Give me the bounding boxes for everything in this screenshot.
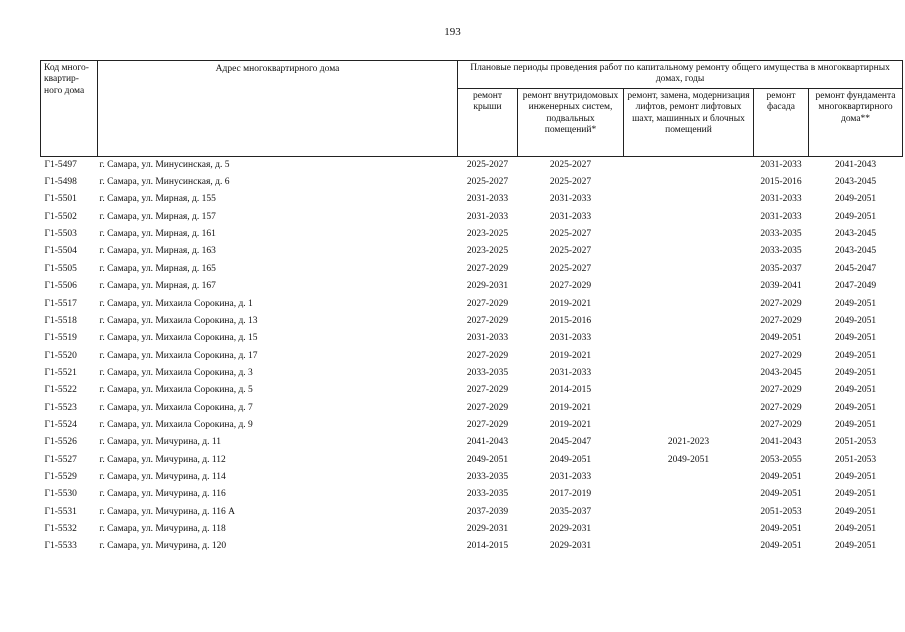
elevators-period	[624, 209, 754, 226]
house-address: г. Самара, ул. Мирная, д. 163	[99, 246, 216, 257]
house-address: г. Самара, ул. Михаила Сорокина, д. 7	[99, 402, 253, 413]
foundation-period: 2049-2051	[834, 541, 877, 552]
facade-period: 2031-2033	[760, 211, 802, 222]
elevators-period: 2021-2023	[667, 437, 710, 448]
elevators-period	[624, 226, 754, 243]
engineering-period: 2029-2031	[549, 541, 592, 552]
elevators-period	[624, 191, 754, 208]
house-code: Г1-5522	[44, 385, 77, 396]
house-address: г. Самара, ул. Минусинская, д. 5	[99, 159, 230, 170]
facade-period: 2027-2029	[760, 402, 802, 413]
house-code: Г1-5521	[44, 367, 77, 378]
table-body	[41, 156, 903, 555]
header-roof: ремонт крыши	[458, 88, 518, 156]
roof-period: 2027-2029	[466, 350, 509, 361]
table-row	[41, 504, 903, 521]
engineering-period: 2031-2033	[549, 471, 592, 482]
roof-period: 2029-2031	[466, 281, 509, 292]
table-row	[41, 261, 903, 278]
engineering-period: 2014-2015	[549, 385, 592, 396]
foundation-period: 2049-2051	[834, 402, 877, 413]
foundation-period: 2051-2053	[834, 437, 877, 448]
house-address: г. Самара, ул. Мирная, д. 155	[99, 194, 216, 205]
engineering-period: 2015-2016	[549, 315, 592, 326]
elevators-period	[624, 538, 754, 555]
house-code: Г1-5533	[44, 541, 77, 552]
engineering-period: 2019-2021	[549, 298, 592, 309]
roof-period: 2023-2025	[466, 246, 509, 257]
elevators-period	[624, 296, 754, 313]
house-address: г. Самара, ул. Михаила Сорокина, д. 9	[99, 419, 253, 430]
foundation-period: 2045-2047	[834, 263, 877, 274]
roof-period: 2027-2029	[466, 263, 509, 274]
table-row	[41, 486, 903, 503]
elevators-period	[624, 174, 754, 191]
facade-period: 2033-2035	[760, 246, 802, 257]
foundation-period: 2047-2049	[834, 281, 877, 292]
elevators-period	[624, 486, 754, 503]
facade-period: 2049-2051	[760, 471, 802, 482]
roof-period: 2027-2029	[466, 402, 509, 413]
header-elevators: ремонт, замена, модернизация лифтов, ремонт лифтовых шахт, машинных и блочных помещений	[624, 88, 754, 156]
house-address: г. Самара, ул. Михаила Сорокина, д. 17	[99, 350, 258, 361]
table-row	[41, 191, 903, 208]
engineering-period: 2025-2027	[549, 177, 592, 188]
header-engineering: ремонт внутридомовых инженерных систем, подвальных помещений*	[518, 88, 624, 156]
table-row	[41, 348, 903, 365]
house-code: Г1-5527	[44, 454, 77, 465]
foundation-period: 2041-2043	[834, 159, 877, 170]
foundation-period: 2049-2051	[834, 523, 877, 534]
foundation-period: 2049-2051	[834, 211, 877, 222]
engineering-period: 2025-2027	[549, 263, 592, 274]
house-address: г. Самара, ул. Мирная, д. 157	[99, 211, 216, 222]
foundation-period: 2043-2045	[834, 246, 877, 257]
header-code: Код много-квартир-ного дома	[41, 61, 98, 157]
foundation-period: 2051-2053	[834, 454, 877, 465]
table-row	[41, 469, 903, 486]
elevators-period	[624, 261, 754, 278]
roof-period: 2023-2025	[466, 229, 509, 240]
table-row	[41, 156, 903, 174]
table-row	[41, 330, 903, 347]
table-row	[41, 278, 903, 295]
facade-period: 2015-2016	[760, 177, 802, 188]
elevators-period	[624, 313, 754, 330]
house-address: г. Самара, ул. Мирная, д. 161	[99, 229, 216, 240]
house-address: г. Самара, ул. Мичурина, д. 118	[99, 523, 226, 534]
roof-period: 2041-2043	[466, 437, 509, 448]
elevators-period	[624, 417, 754, 434]
facade-period: 2049-2051	[760, 333, 802, 344]
table-row	[41, 209, 903, 226]
house-code: Г1-5531	[44, 506, 77, 517]
roof-period: 2027-2029	[466, 385, 509, 396]
elevators-period	[624, 504, 754, 521]
house-code: Г1-5503	[44, 229, 77, 240]
facade-period: 2049-2051	[760, 523, 802, 534]
house-code: Г1-5501	[44, 194, 77, 205]
foundation-period: 2049-2051	[834, 471, 877, 482]
roof-period: 2033-2035	[466, 367, 509, 378]
facade-period: 2033-2035	[760, 229, 802, 240]
elevators-period	[624, 278, 754, 295]
house-code: Г1-5505	[44, 263, 77, 274]
engineering-period: 2019-2021	[549, 402, 592, 413]
house-code: Г1-5506	[44, 281, 77, 292]
house-address: г. Самара, ул. Мирная, д. 165	[99, 263, 216, 274]
engineering-period: 2031-2033	[549, 333, 592, 344]
engineering-period: 2025-2027	[549, 246, 592, 257]
elevators-period	[624, 365, 754, 382]
engineering-period: 2019-2021	[549, 350, 592, 361]
house-address: г. Самара, ул. Михаила Сорокина, д. 15	[99, 333, 258, 344]
house-address: г. Самара, ул. Мичурина, д. 120	[99, 541, 227, 552]
house-address: г. Самара, ул. Михаила Сорокина, д. 1	[99, 298, 253, 309]
house-code: Г1-5517	[44, 298, 77, 309]
elevators-period	[624, 521, 754, 538]
house-code: Г1-5504	[44, 246, 77, 257]
house-address: г. Самара, ул. Михаила Сорокина, д. 3	[99, 367, 253, 378]
facade-period: 2031-2033	[760, 194, 802, 205]
elevators-period	[624, 382, 754, 399]
foundation-period: 2049-2051	[834, 385, 877, 396]
engineering-period: 2017-2019	[549, 489, 592, 500]
facade-period: 2031-2033	[760, 159, 802, 170]
foundation-period: 2049-2051	[834, 350, 877, 361]
foundation-period: 2049-2051	[834, 333, 877, 344]
table-row	[41, 226, 903, 243]
foundation-period: 2043-2045	[834, 177, 877, 188]
table-row	[41, 244, 903, 261]
house-address: г. Самара, ул. Мичурина, д. 11	[99, 437, 222, 448]
foundation-period: 2049-2051	[834, 506, 877, 517]
table-row	[41, 417, 903, 434]
elevators-period	[624, 156, 754, 174]
engineering-period: 2025-2027	[549, 159, 592, 170]
facade-period: 2051-2053	[760, 506, 802, 517]
facade-period: 2049-2051	[760, 489, 802, 500]
header-address: Адрес многоквартирного дома	[98, 61, 458, 157]
facade-period: 2053-2055	[760, 454, 802, 465]
elevators-period	[624, 244, 754, 261]
house-code: Г1-5520	[44, 350, 77, 361]
foundation-period: 2049-2051	[834, 489, 877, 500]
house-address: г. Самара, ул. Мичурина, д. 114	[99, 471, 226, 482]
table-row	[41, 400, 903, 417]
house-code: Г1-5526	[44, 437, 77, 448]
house-code: Г1-5532	[44, 523, 77, 534]
facade-period: 2027-2029	[760, 298, 802, 309]
table-header	[41, 61, 903, 157]
elevators-period: 2049-2051	[667, 454, 710, 465]
foundation-period: 2049-2051	[834, 315, 877, 326]
house-address: г. Самара, ул. Мичурина, д. 116 А	[99, 506, 235, 517]
capital-repair-table	[40, 60, 903, 556]
table-row	[41, 174, 903, 191]
roof-period: 2033-2035	[466, 489, 509, 500]
facade-period: 2041-2043	[760, 437, 802, 448]
house-code: Г1-5498	[44, 177, 77, 188]
engineering-period: 2031-2033	[549, 211, 592, 222]
roof-period: 2037-2039	[466, 506, 509, 517]
roof-period: 2025-2027	[466, 177, 509, 188]
table-row	[41, 521, 903, 538]
house-code: Г1-5519	[44, 333, 77, 344]
facade-period: 2027-2029	[760, 385, 802, 396]
facade-period: 2039-2041	[760, 281, 802, 292]
foundation-period: 2049-2051	[834, 298, 877, 309]
roof-period: 2031-2033	[466, 333, 509, 344]
roof-period: 2029-2031	[466, 523, 509, 534]
roof-period: 2033-2035	[466, 471, 509, 482]
house-address: г. Самара, ул. Мичурина, д. 112	[99, 454, 226, 465]
facade-period: 2043-2045	[760, 367, 802, 378]
house-address: г. Самара, ул. Михаила Сорокина, д. 13	[99, 315, 258, 326]
header-foundation: ремонт фундамента многоквартирного дома**	[809, 88, 903, 156]
table-row	[41, 538, 903, 555]
roof-period: 2025-2027	[466, 159, 509, 170]
table-row	[41, 434, 903, 451]
header-facade: ремонт фасада	[754, 88, 809, 156]
house-code: Г1-5523	[44, 402, 77, 413]
house-address: г. Самара, ул. Минусинская, д. 6	[99, 177, 230, 188]
roof-period: 2031-2033	[466, 211, 509, 222]
table-row	[41, 365, 903, 382]
roof-period: 2027-2029	[466, 419, 509, 430]
house-address: г. Самара, ул. Мичурина, д. 116	[99, 489, 226, 500]
house-code: Г1-5524	[44, 419, 77, 430]
house-code: Г1-5497	[44, 159, 77, 170]
facade-period: 2027-2029	[760, 315, 802, 326]
house-address: г. Самара, ул. Михаила Сорокина, д. 5	[99, 385, 253, 396]
elevators-period	[624, 469, 754, 486]
engineering-period: 2035-2037	[549, 506, 592, 517]
engineering-period: 2029-2031	[549, 523, 592, 534]
engineering-period: 2031-2033	[549, 194, 592, 205]
house-address: г. Самара, ул. Мирная, д. 167	[99, 281, 216, 292]
roof-period: 2031-2033	[466, 194, 509, 205]
facade-period: 2049-2051	[760, 541, 802, 552]
engineering-period: 2025-2027	[549, 229, 592, 240]
elevators-period	[624, 348, 754, 365]
table-row	[41, 313, 903, 330]
engineering-period: 2049-2051	[549, 454, 592, 465]
table-row	[41, 382, 903, 399]
engineering-period: 2045-2047	[549, 437, 592, 448]
house-code: Г1-5502	[44, 211, 77, 222]
facade-period: 2027-2029	[760, 419, 802, 430]
house-code: Г1-5530	[44, 489, 77, 500]
page-number: 193	[444, 26, 461, 38]
elevators-period	[624, 330, 754, 347]
foundation-period: 2049-2051	[834, 367, 877, 378]
engineering-period: 2031-2033	[549, 367, 592, 378]
table-row	[41, 296, 903, 313]
roof-period: 2027-2029	[466, 315, 509, 326]
engineering-period: 2019-2021	[549, 419, 592, 430]
foundation-period: 2049-2051	[834, 194, 877, 205]
roof-period: 2049-2051	[466, 454, 509, 465]
foundation-period: 2049-2051	[834, 419, 877, 430]
foundation-period: 2043-2045	[834, 229, 877, 240]
header-planned-periods: Плановые периоды проведения работ по капитальному ремонту общего имущества в многоквартирных домах, годы	[458, 61, 903, 89]
facade-period: 2027-2029	[760, 350, 802, 361]
table-row	[41, 452, 903, 469]
roof-period: 2014-2015	[466, 541, 509, 552]
roof-period: 2027-2029	[466, 298, 509, 309]
house-code: Г1-5529	[44, 471, 77, 482]
engineering-period: 2027-2029	[549, 281, 592, 292]
elevators-period	[624, 400, 754, 417]
facade-period: 2035-2037	[760, 263, 802, 274]
house-code: Г1-5518	[44, 315, 77, 326]
